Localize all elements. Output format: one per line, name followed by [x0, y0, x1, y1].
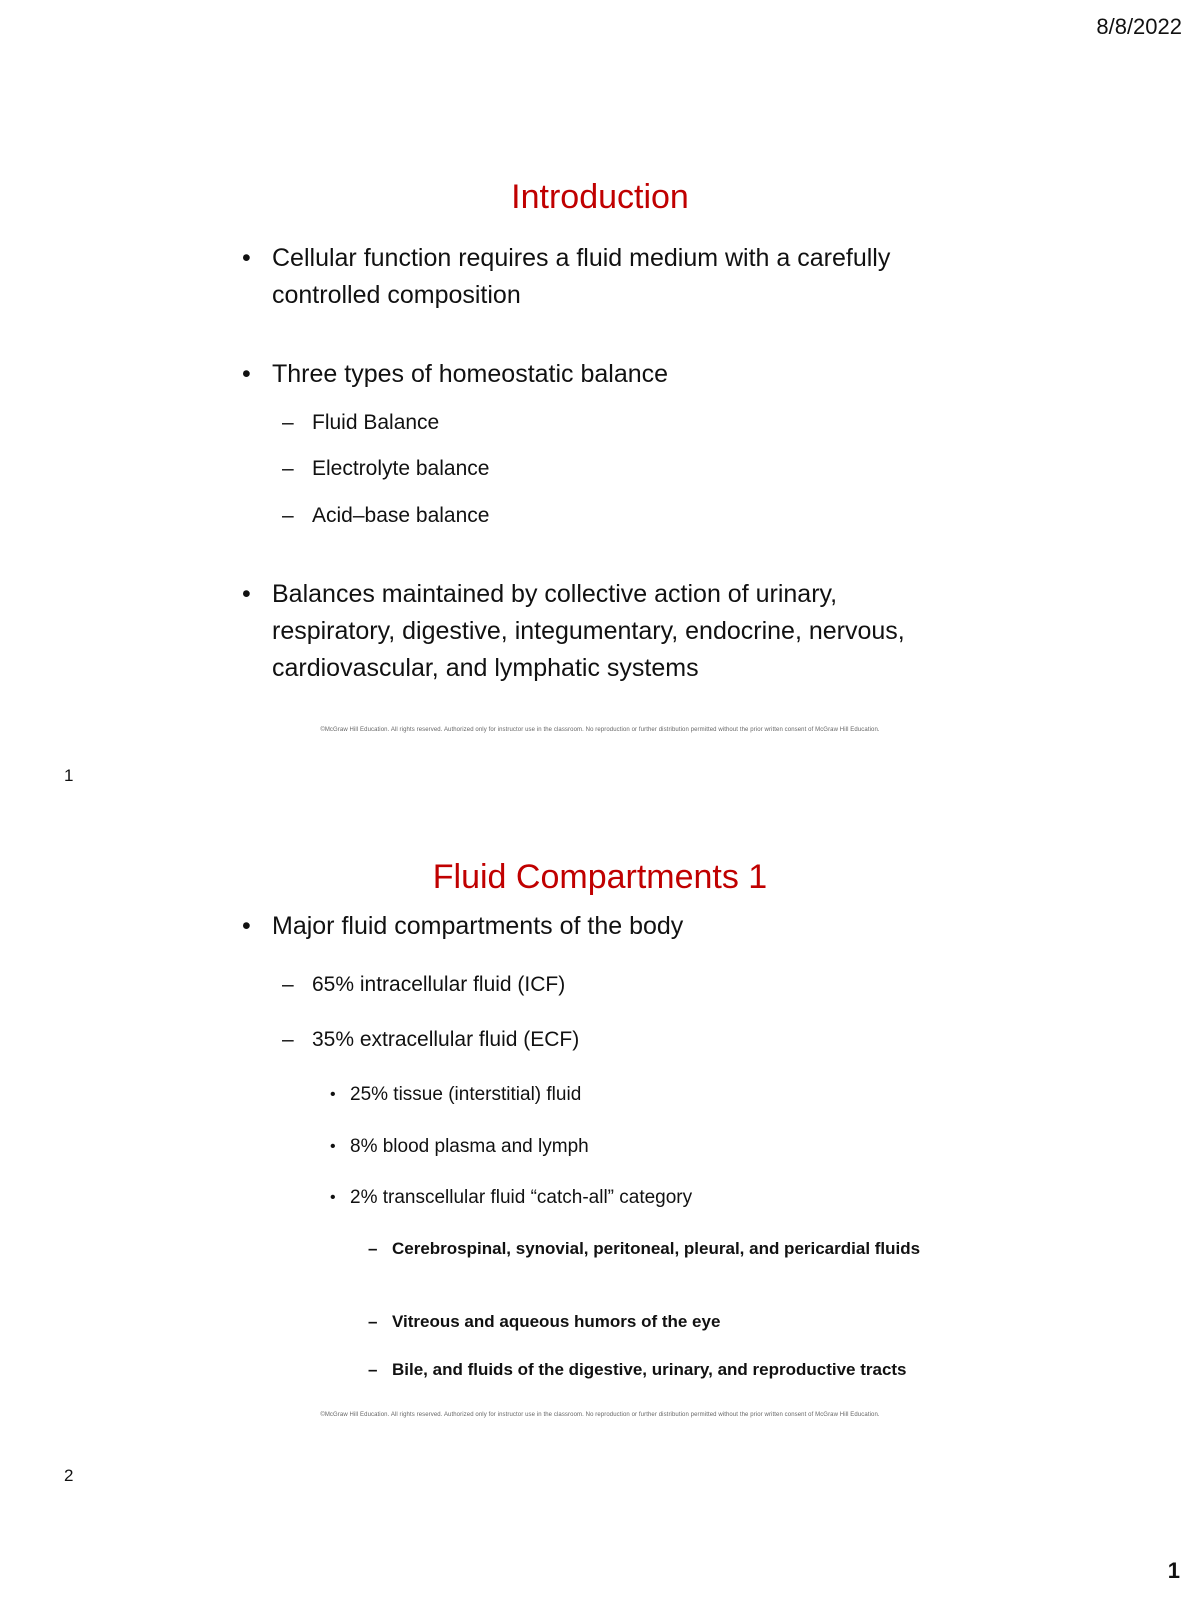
transcellular-item [368, 1310, 952, 1334]
bullet-text: Three types of homeostatic balance [272, 360, 669, 388]
bullet-text: Balances maintained by collective action of urinary, respiratory, digestive, integumentary, endocrine, nervous, cardiovascular, and lymphatic systems [272, 580, 905, 682]
ecf-item-text: 2% transcellular fluid “catch-all” category [350, 1187, 693, 1208]
bullet-icon: • [330, 1138, 336, 1155]
ecf-item [330, 1134, 589, 1160]
slide-2 [220, 858, 980, 1448]
dash-icon: – [282, 1028, 294, 1051]
slide-number: 1 [64, 766, 74, 785]
page-number: 1 [1167, 1558, 1180, 1583]
copyright-notice: ©McGraw Hill Education. All rights reserved. Authorized only for instructor use in the classroom. No reproduction or further distribution permitted without the prior written consent of McGraw Hill Education. [320, 1412, 880, 1418]
bullet-item [242, 240, 952, 314]
dash-icon: – [368, 1312, 378, 1331]
transcellular-item [368, 1237, 952, 1261]
dash-icon: – [368, 1239, 378, 1258]
sub-bullet-text: Acid–base balance [312, 504, 490, 527]
sub-bullet-item [282, 410, 439, 436]
slide-number: 2 [64, 1466, 74, 1485]
copyright-notice: ©McGraw Hill Education. All rights reserved. Authorized only for instructor use in the classroom. No reproduction or further distribution permitted without the prior written consent of McGraw Hill Education. [320, 727, 880, 733]
dash-icon: – [282, 457, 294, 480]
ecf-item-text: 8% blood plasma and lymph [350, 1136, 589, 1157]
bullet-icon: • [242, 580, 251, 608]
bullet-icon: • [242, 244, 251, 272]
ecf-item [330, 1185, 692, 1211]
bullet-icon: • [242, 360, 251, 388]
transcellular-item-text: Vitreous and aqueous humors of the eye [392, 1312, 721, 1331]
transcellular-item-text: Bile, and fluids of the digestive, urinary, and reproductive tracts [392, 1360, 907, 1379]
dash-icon: – [282, 411, 294, 434]
sub-bullet-text: Fluid Balance [312, 411, 440, 434]
slide-1 [220, 170, 980, 750]
sub-bullet-item [282, 972, 565, 998]
ecf-item-text: 25% tissue (interstitial) fluid [350, 1084, 582, 1105]
bullet-text: Major fluid compartments of the body [272, 912, 684, 940]
ecf-item [330, 1082, 581, 1108]
bullet-text: Cellular function requires a fluid medium with a carefully controlled composition [272, 244, 891, 309]
bullet-icon: • [242, 912, 251, 940]
sub-bullet-text: Electrolyte balance [312, 457, 490, 480]
sub-bullet-item [282, 456, 489, 482]
slide-title: Fluid Compartments 1 [432, 858, 768, 896]
bullet-item [242, 356, 952, 393]
slide-title: Introduction [511, 178, 689, 216]
transcellular-item-text: Cerebrospinal, synovial, peritoneal, pleural, and pericardial fluids [392, 1239, 921, 1258]
bullet-item [242, 908, 952, 945]
dash-icon: – [282, 973, 294, 996]
sub-bullet-item [282, 503, 489, 529]
dash-icon: – [368, 1360, 378, 1379]
sub-bullet-item [282, 1027, 579, 1053]
bullet-icon: • [330, 1086, 336, 1103]
sub-bullet-text: 65% intracellular fluid (ICF) [312, 973, 566, 996]
transcellular-item [368, 1358, 952, 1382]
sub-bullet-text: 35% extracellular fluid (ECF) [312, 1028, 580, 1051]
dash-icon: – [282, 504, 294, 527]
bullet-icon: • [330, 1189, 336, 1206]
print-date: 8/8/2022 [1096, 14, 1182, 39]
bullet-item [242, 576, 962, 687]
